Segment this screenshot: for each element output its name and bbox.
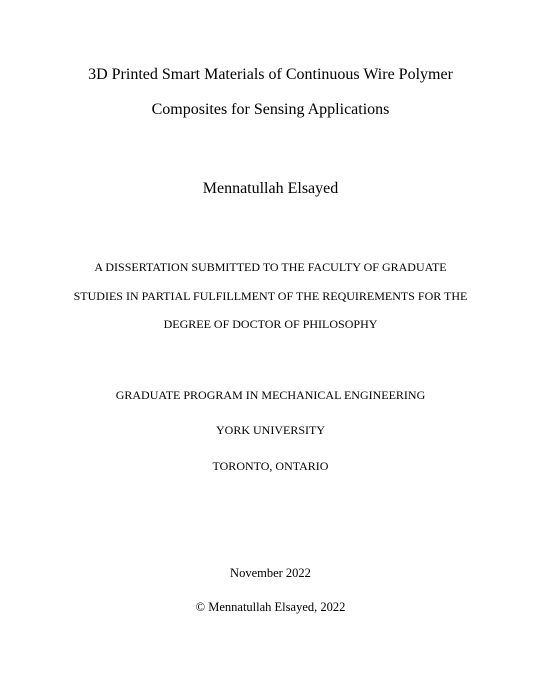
graduate-program: GRADUATE PROGRAM IN MECHANICAL ENGINEERING	[115, 388, 426, 402]
author-name: Mennatullah Elsayed	[202, 180, 339, 197]
dissertation-statement-line-2: STUDIES IN PARTIAL FULFILLMENT OF THE REQUIREMENTS FOR THE	[73, 289, 468, 303]
dissertation-statement-line-1: A DISSERTATION SUBMITTED TO THE FACULTY OF GRADUATE	[94, 260, 447, 274]
dissertation-statement-line-3: DEGREE OF DOCTOR OF PHILOSOPHY	[163, 317, 378, 331]
thesis-title-line-1: 3D Printed Smart Materials of Continuous Wire Polymer	[88, 66, 453, 83]
location: TORONTO, ONTARIO	[212, 459, 329, 473]
university-name: YORK UNIVERSITY	[216, 423, 325, 437]
thesis-title-line-2: Composites for Sensing Applications	[151, 101, 390, 118]
copyright-notice: © Mennatullah Elsayed, 2022	[195, 600, 346, 614]
submission-date: November 2022	[230, 566, 311, 580]
